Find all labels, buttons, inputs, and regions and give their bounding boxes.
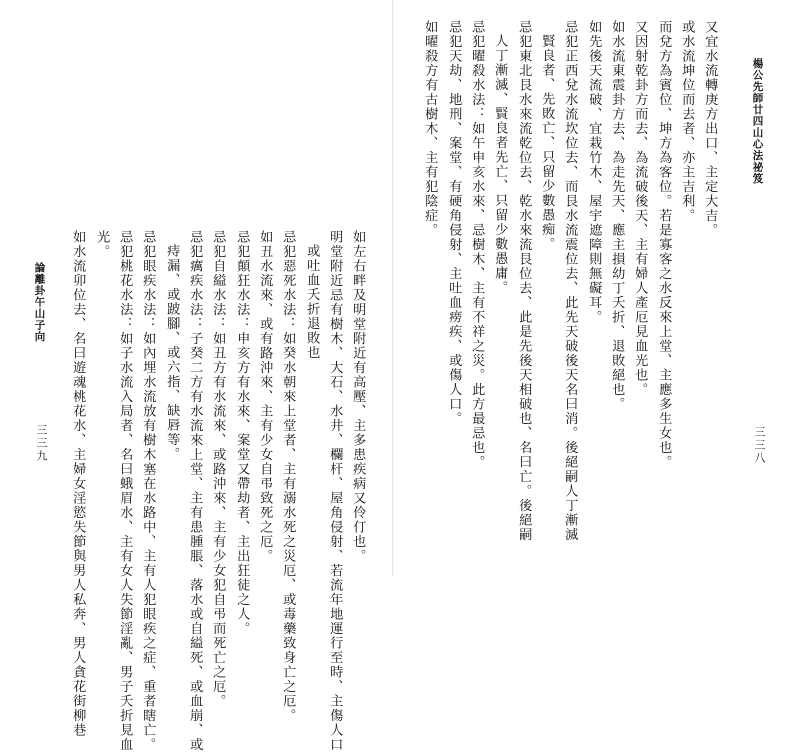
text-column: 忌犯顛狂水法：申亥方有水來、案堂又帶劫者、主出狂徒之人。 (234, 230, 250, 636)
text-column: 光。 (94, 230, 110, 259)
text-column: 如水流卯位去、名曰遊魂桃花水、主婦女淫慾失節與男人私奔、男人貪花街柳巷 (70, 230, 86, 738)
text-column: 忌犯東北艮水來流乾位去、乾水來流艮位去、此是先後天相破也、名曰亡。後絕嗣 (516, 20, 532, 542)
text-column: 忌犯曜殺水法：如午申亥水來、忌樹木、主有不祥之災。此方最忌也。 (469, 20, 485, 470)
text-column: 如丑水流來、或有路沖來、主有少女自弔致死之厄。 (257, 230, 273, 564)
text-column: 人丁漸滅、賢良者先亡、只留少數愚庸。 (492, 34, 508, 295)
text-column: 如左右畔及明堂附近有高壓、主多患疾病又伶仃也。 (350, 230, 366, 564)
text-column: 明堂附近忌有樹木、大石、水井、欄杆、屋角侵射、若流年地運行至時、主傷人口 (327, 230, 343, 752)
page-number: 三三九 (35, 424, 48, 463)
text-column: 忌犯桃花水法：如子水流入局者、名曰蛾眉水、主有女人失節淫亂、男子夭折見血 (117, 230, 133, 752)
text-column: 如水流東震卦方去、為走先天、應主損幼丁夭折、退敗絕也。 (609, 20, 625, 412)
text-column: 忌犯自縊水法：如丑方有水流來、或路沖來、主有少女犯自弔而死亡之厄。 (210, 230, 226, 709)
page-number: 三三八 (753, 426, 766, 465)
text-column: 賢良者、先敗亡、只留少數愚痴。 (539, 34, 555, 252)
text-column: 而兌方為賓位、坤方為客位。若是寡客之水反來上堂、主應多生女也。 (656, 20, 672, 470)
text-column: 又因射乾卦方而去、為流破後天、主有婦人產厄見血光也。 (632, 20, 648, 397)
text-column: 又宜水流轉庚方出口、主定大吉。 (702, 20, 718, 238)
text-column: 如先後天流破、宜栽竹木、屋宇遮障則無礙耳。 (586, 20, 602, 325)
text-column: 忌犯癘疾水法：子癸二方有水流來上堂、主有患腫脹、落水或自縊死、或血崩、或 (187, 230, 203, 752)
page-footer-title: 論離卦午山子向 (33, 262, 46, 343)
page-header: 楊公先師廿四山心法祕笈 (751, 58, 764, 185)
text-column: 如曜殺方有古樹木、主有犯陰症。 (422, 20, 438, 238)
text-column: 或水流坤位而去者、亦主吉利。 (679, 20, 695, 223)
text-column: 痔漏、或跛腳、或六指、缺唇等。 (164, 244, 180, 462)
left-page (0, 0, 392, 752)
text-column: 忌犯眼疾水法：如內埋水流放有樹木塞在水路中、主有人犯眼疾之症、重者瞎亡。 (140, 230, 156, 752)
right-page (392, 0, 788, 577)
text-column: 忌犯正西兌水流坎位去、而艮水流震位去、此先天破後天名曰消。後絕嗣人丁漸滅 (562, 20, 578, 542)
text-column: 或吐血夭折退敗也 (304, 244, 320, 360)
text-column: 忌犯天劫、地刑、案堂、有硬角侵射、主吐血痨疾、或傷人口。 (446, 20, 462, 426)
text-column: 忌犯惡死水法：如癸水朝來上堂者、主有溺水死之災厄、或毒藥致身亡之厄。 (280, 230, 296, 723)
